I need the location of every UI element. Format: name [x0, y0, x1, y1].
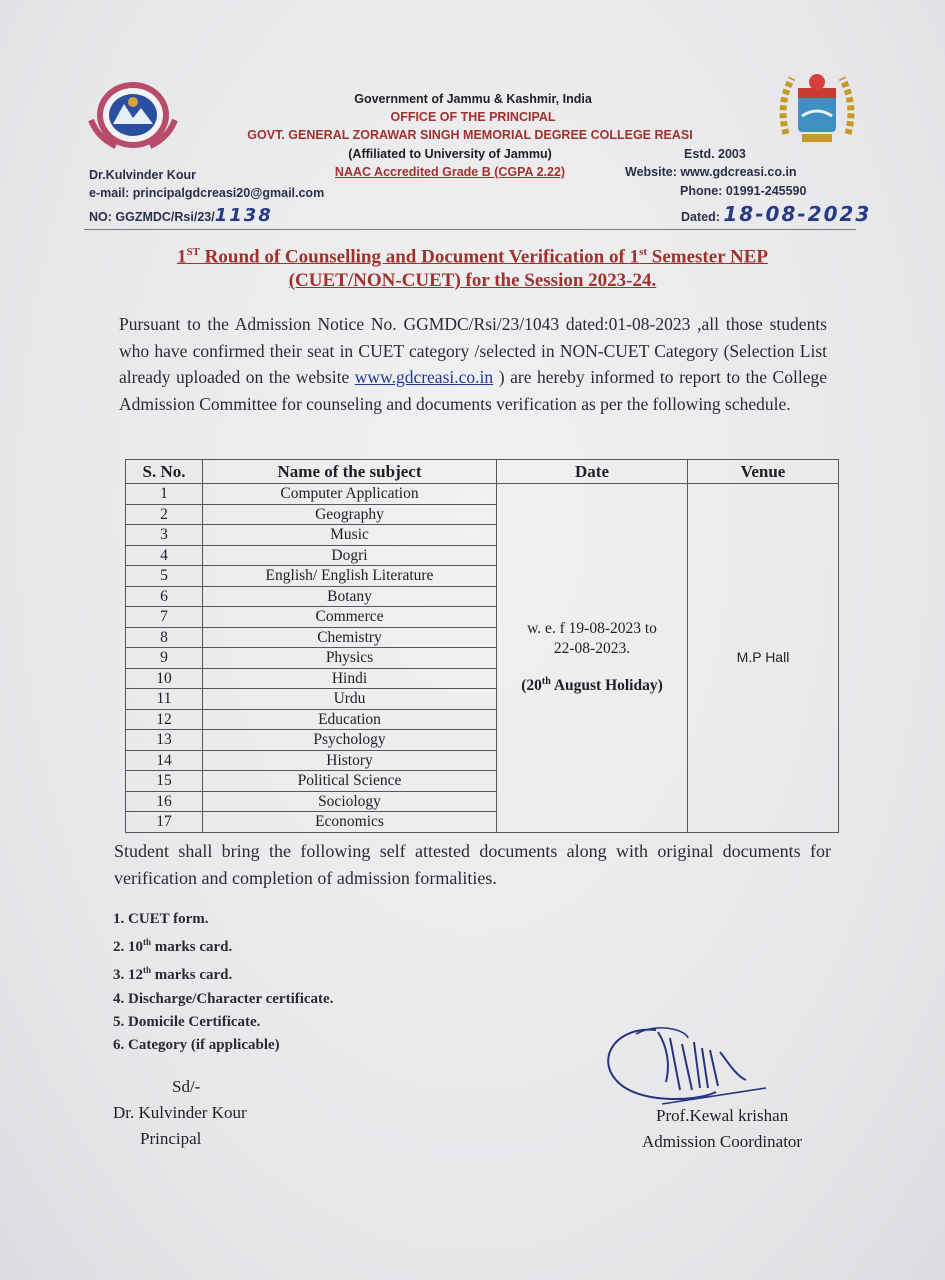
row-number: 5 — [126, 566, 203, 587]
naac-grade: NAAC Accredited Grade B (CGPA 2.22) — [334, 165, 566, 179]
principal-sd: Sd/- — [172, 1077, 201, 1096]
principal-name: Dr.Kulvinder Kour — [89, 168, 196, 182]
list-item — [113, 1034, 333, 1057]
doc-text: 6. Category (if applicable) — [113, 1037, 280, 1054]
title-num: 1 — [176, 246, 187, 268]
date-cell — [497, 484, 688, 833]
row-subject: Psychology — [203, 730, 497, 751]
row-subject: Sociology — [203, 791, 497, 812]
table-header-row — [126, 460, 839, 484]
holiday-num: (20 — [521, 677, 542, 695]
government-line: Government of Jammu & Kashmir, India — [354, 92, 592, 106]
doc-text-end: marks card. — [151, 967, 233, 984]
schedule-table — [125, 459, 839, 833]
row-subject: Commerce — [203, 607, 497, 628]
notice-title-line2: (CUET/NON-CUET) for the Session 2023-24. — [288, 270, 657, 291]
row-subject: Political Science — [203, 771, 497, 792]
college-logo — [86, 78, 180, 152]
handwritten-signature — [596, 1018, 776, 1110]
dated-handwritten: 18-08-2023 — [723, 202, 872, 226]
doc-text: 1. CUET form. — [113, 911, 209, 927]
venue-cell: M.P Hall — [688, 484, 839, 833]
header-divider — [84, 229, 856, 230]
row-subject: Music — [203, 525, 497, 546]
row-subject: Economics — [203, 812, 497, 833]
documents-list — [113, 908, 333, 1057]
header-sno: S. No. — [126, 460, 203, 484]
college-name: GOVT. GENERAL ZORAWAR SINGH MEMORIAL DEGREE COLLEGE REASI — [247, 128, 693, 142]
row-subject: Botany — [203, 586, 497, 607]
row-subject: Physics — [203, 648, 497, 669]
phone: Phone: 01991-245590 — [680, 184, 807, 198]
holiday-note — [497, 672, 687, 696]
intro-text: Pursuant to the Admission Notice No. GGMDC/Rsi/23/1043 dated:01-08-2023 ,all those students who have confirmed their seat in CUET category /selected in NON-CUET Category (Selection List already uploaded on the website — [119, 314, 827, 387]
row-subject: Geography — [203, 504, 497, 525]
doc-text-end: marks card. — [151, 939, 233, 956]
row-number: 9 — [126, 648, 203, 669]
row-number: 11 — [126, 689, 203, 710]
reference-handwritten: 1138 — [214, 205, 273, 226]
row-number: 12 — [126, 709, 203, 730]
intro-text-end: ) are hereby informed to report to the College Admission Committee for counseling and documents verification as per the following schedule. — [119, 367, 827, 414]
title-text: Round of Counselling and Document Verification of 1 — [199, 246, 640, 268]
row-subject: English/ English Literature — [203, 566, 497, 587]
row-number: 10 — [126, 668, 203, 689]
list-item — [113, 1011, 333, 1034]
doc-text: 2. 10 — [113, 939, 143, 956]
table-row — [126, 484, 839, 505]
row-subject: Dogri — [203, 545, 497, 566]
reference-label: NO: GGZMDC/Rsi/23/ — [89, 210, 215, 224]
list-item — [113, 959, 333, 987]
holiday-text: August Holiday) — [550, 677, 663, 695]
title-sup2: st — [639, 246, 648, 258]
reference-number — [89, 205, 273, 226]
header-date: Date — [497, 460, 688, 484]
row-subject: Hindi — [203, 668, 497, 689]
title-sup: ST — [186, 246, 200, 258]
website: Website: www.gdcreasi.co.in — [625, 165, 797, 179]
dated — [681, 202, 871, 226]
list-item — [113, 988, 333, 1011]
doc-sup: th — [143, 937, 152, 948]
row-number: 16 — [126, 791, 203, 812]
row-number: 1 — [126, 484, 203, 505]
row-number: 8 — [126, 627, 203, 648]
doc-text: 5. Domicile Certificate. — [113, 1013, 261, 1030]
header-subject: Name of the subject — [203, 460, 497, 484]
header-venue: Venue — [688, 460, 839, 484]
list-item — [113, 931, 333, 959]
row-number: 3 — [126, 525, 203, 546]
row-number: 7 — [126, 607, 203, 628]
dated-label: Dated: — [681, 210, 720, 224]
affiliation: (Affiliated to University of Jammu) — [348, 147, 552, 161]
doc-text: 3. 12 — [113, 967, 143, 984]
row-subject: Urdu — [203, 689, 497, 710]
holiday-sup: th — [541, 676, 551, 688]
established: Estd. 2003 — [684, 147, 746, 161]
title-end: Semester NEP — [647, 246, 769, 268]
documents-intro: Student shall bring the following self attested documents along with original documents for verification and completion of admission formalities. — [114, 841, 831, 888]
principal-title: Principal — [140, 1129, 202, 1148]
principal-signatory: Dr. Kulvinder Kour — [113, 1103, 247, 1122]
coordinator-title: Admission Coordinator — [642, 1132, 803, 1151]
date-range-line2: 22-08-2023. — [553, 639, 631, 657]
row-subject: Education — [203, 709, 497, 730]
website-link[interactable]: www.gdcreasi.co.in — [354, 367, 494, 387]
doc-text: 4. Discharge/Character certificate. — [113, 990, 334, 1007]
row-number: 14 — [126, 750, 203, 771]
row-number: 13 — [126, 730, 203, 751]
row-subject: Chemistry — [203, 627, 497, 648]
row-subject: History — [203, 750, 497, 771]
jk-emblem — [778, 64, 856, 148]
row-number: 2 — [126, 504, 203, 525]
doc-sup: th — [143, 965, 152, 976]
row-number: 17 — [126, 812, 203, 833]
list-item — [113, 908, 333, 931]
row-number: 6 — [126, 586, 203, 607]
email: e-mail: principalgdcreasi20@gmail.com — [89, 186, 325, 200]
coordinator-name: Prof.Kewal krishan — [656, 1106, 789, 1125]
row-subject: Computer Application — [203, 484, 497, 505]
date-range-line1: w. e. f 19-08-2023 to — [527, 620, 657, 638]
intro-paragraph — [119, 311, 827, 417]
row-number: 15 — [126, 771, 203, 792]
row-number: 4 — [126, 545, 203, 566]
office-line: OFFICE OF THE PRINCIPAL — [390, 110, 556, 124]
